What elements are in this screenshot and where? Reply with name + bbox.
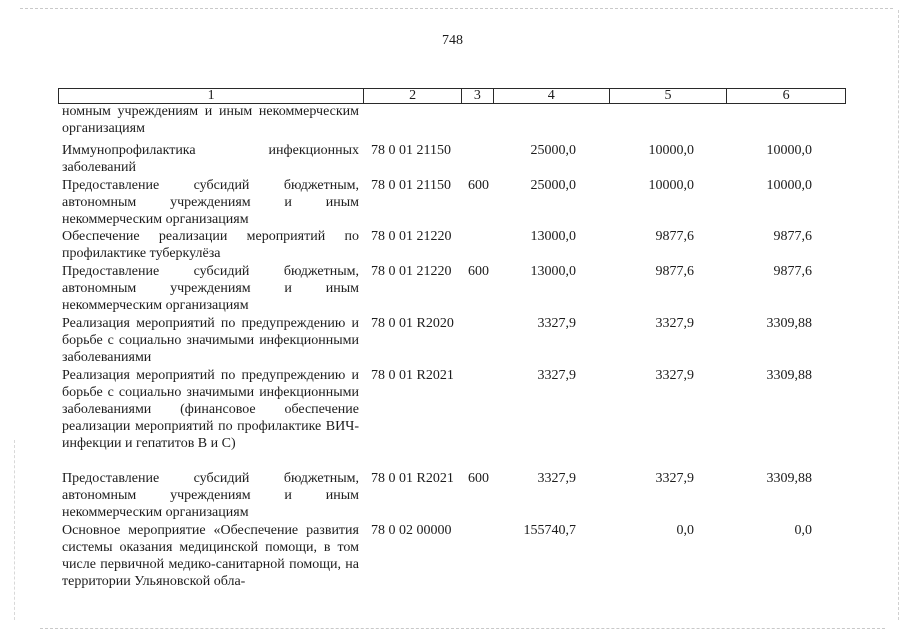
row-code: 78 0 01 R2021 [371, 471, 454, 486]
row-code: 78 0 01 21220 [371, 264, 452, 279]
scan-edge-bottom [40, 628, 885, 629]
row-description: Обеспечение реализации мероприятий по профилактике туберкулёза [62, 229, 359, 261]
row-amount-col4: 25000,0 [530, 143, 576, 158]
row-amount-col6: 3309,88 [766, 471, 812, 486]
row-expense-type: 600 [468, 178, 489, 193]
column-header-1: 1 [59, 89, 364, 103]
row-amount-col4: 25000,0 [530, 178, 576, 193]
row-amount-col6: 9877,6 [773, 264, 812, 279]
row-description: Предоставление субсидий бюджетным, автономным учреждениям и иным некоммерческим организациям [62, 471, 359, 520]
row-code: 78 0 01 21150 [371, 143, 451, 158]
row-code: 78 0 02 00000 [371, 523, 452, 538]
column-header-2: 2 [364, 89, 462, 103]
row-code: 78 0 01 21150 [371, 178, 451, 193]
scan-edge-top [20, 8, 893, 9]
row-amount-col6: 9877,6 [773, 229, 812, 244]
row-amount-col5: 10000,0 [648, 143, 694, 158]
row-description: Предоставление субсидий бюджетным, автономным учреждениям и иным некоммерческим организациям [62, 178, 359, 227]
row-description: Иммунопрофилактика инфекционных заболеваний [62, 143, 359, 175]
page-number: 748 [442, 33, 463, 48]
row-description: номным учреждениям и иным некоммерческим организациям [62, 104, 359, 136]
row-amount-col4: 3327,9 [537, 471, 576, 486]
row-code: 78 0 01 R2021 [371, 368, 454, 383]
row-amount-col4: 13000,0 [530, 229, 576, 244]
row-code: 78 0 01 R2020 [371, 316, 454, 331]
row-amount-col6: 10000,0 [766, 143, 812, 158]
column-header-3: 3 [462, 89, 494, 103]
row-amount-col5: 9877,6 [655, 229, 694, 244]
column-header-5: 5 [610, 89, 728, 103]
row-code: 78 0 01 21220 [371, 229, 452, 244]
row-amount-col6: 10000,0 [766, 178, 812, 193]
row-amount-col4: 13000,0 [530, 264, 576, 279]
row-amount-col5: 3327,9 [655, 471, 694, 486]
row-amount-col5: 3327,9 [655, 368, 694, 383]
row-expense-type: 600 [468, 471, 489, 486]
column-header-4: 4 [494, 89, 610, 103]
row-amount-col6: 0,0 [794, 523, 812, 538]
row-description: Реализация мероприятий по предупреждению и борьбе с социально значимыми инфекционными заболеваниями [62, 316, 359, 365]
row-amount-col5: 3327,9 [655, 316, 694, 331]
row-description: Основное мероприятие «Обеспечение развития системы оказания медицинской помощи, в том числе первичной медико-санитарной помощи, на территории Ульяновской обла- [62, 523, 359, 589]
scan-edge-left [14, 440, 15, 620]
row-amount-col5: 9877,6 [655, 264, 694, 279]
row-amount-col4: 3327,9 [537, 316, 576, 331]
row-description: Предоставление субсидий бюджетным, автономным учреждениям и иным некоммерческим организациям [62, 264, 359, 313]
column-header-6: 6 [782, 88, 790, 103]
row-description: Реализация мероприятий по предупреждению и борьбе с социально значимыми инфекционными заболеваниями (финансовое обеспечение реализации мероприятий по профилактике ВИЧ-инфекции и гепатитов В и С) [62, 368, 359, 451]
row-amount-col5: 0,0 [676, 523, 694, 538]
scan-edge-right [898, 10, 899, 620]
table-header [58, 88, 846, 104]
row-amount-col6: 3309,88 [766, 316, 812, 331]
row-amount-col4: 155740,7 [523, 523, 576, 538]
row-amount-col5: 10000,0 [648, 178, 694, 193]
row-expense-type: 600 [468, 264, 489, 279]
row-amount-col4: 3327,9 [537, 368, 576, 383]
row-amount-col6: 3309,88 [766, 368, 812, 383]
